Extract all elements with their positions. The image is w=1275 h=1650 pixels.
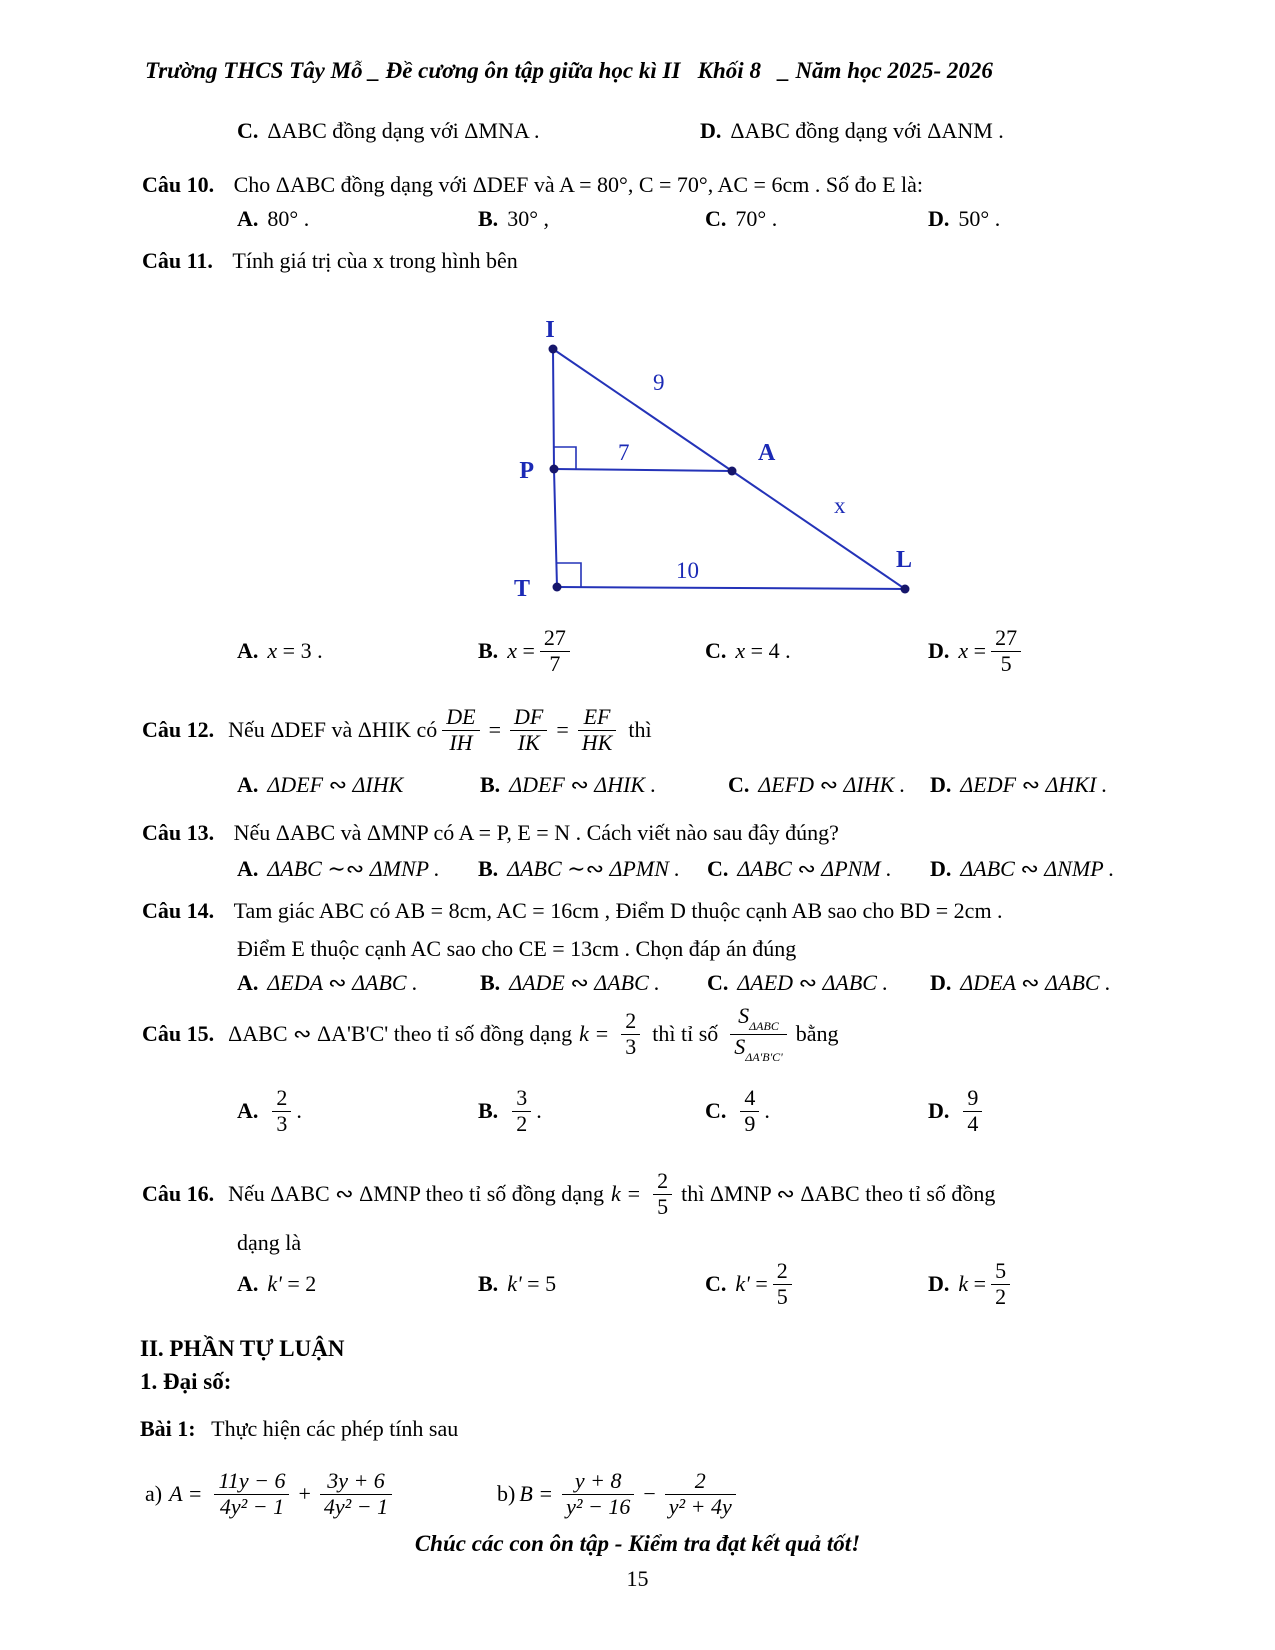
option-text: 30° , [507, 206, 549, 231]
option-text: 70° . [735, 206, 778, 231]
q9-option-d [700, 118, 1004, 144]
question-text-end: bằng [795, 1021, 839, 1046]
option-letter: B. [478, 206, 499, 231]
q10-option-c [705, 206, 777, 232]
numerator: 27 [543, 624, 566, 650]
option-letter: D. [930, 772, 952, 797]
exercise-1 [140, 1416, 458, 1442]
numerator: 3 [516, 1084, 528, 1110]
numerator: 11y − 6 [218, 1467, 286, 1493]
q12-option-b [480, 772, 656, 798]
math-lhs: B = [519, 1481, 554, 1506]
question-label: Câu 13. [142, 820, 215, 845]
fraction [320, 1469, 392, 1519]
option-period: . [296, 1098, 302, 1123]
figure-labels [514, 317, 912, 602]
option-text: 80° . [267, 206, 310, 231]
option-text: ΔDEF ∾ ΔIHK [267, 772, 404, 797]
question-label: Câu 14. [142, 898, 215, 923]
q10-option-a [237, 206, 309, 232]
math-var: x [267, 638, 278, 663]
question-text: Nếu ΔABC và ΔMNP có A = P, E = N . Cách viết nào sau đây đúng? [233, 820, 839, 845]
denominator: 2 [512, 1111, 531, 1137]
right-angle-T [557, 563, 581, 588]
page-header: Trường THCS Tây Mỗ _ Đề cương ôn tập giữa học kì II Khối 8 _ Năm học 2025- 2026 [145, 58, 993, 83]
numerator: EF [583, 703, 611, 729]
point-P [550, 465, 559, 474]
q14-option-b [480, 970, 660, 996]
option-text: ΔABC ∾ ΔPNM . [737, 856, 892, 881]
area-symbol: S [738, 1003, 750, 1029]
denominator: 4y² − 1 [320, 1494, 392, 1520]
footer-wish: Chúc các con ôn tập - Kiểm tra đạt kết quả tốt! [414, 1531, 861, 1556]
equals-sign: = [488, 717, 502, 742]
numerator: 27 [995, 624, 1018, 650]
option-text: ΔAED ∾ ΔABC . [737, 970, 888, 995]
numerator: 5 [995, 1257, 1007, 1283]
label-I: I [545, 317, 555, 343]
option-text: = 2 [281, 1271, 317, 1296]
page-number: 15 [626, 1566, 649, 1591]
option-text: = 3 . [277, 638, 323, 663]
denominator: 5 [773, 1284, 792, 1310]
option-period: . [764, 1098, 770, 1123]
option-letter: C. [705, 1098, 727, 1123]
option-letter: D. [928, 1098, 950, 1123]
section-heading: II. PHẦN TỰ LUẬN [140, 1336, 345, 1361]
plus-sign: + [298, 1481, 311, 1506]
math-k: k = [611, 1181, 642, 1206]
q14-option-d [930, 970, 1111, 996]
label-P: P [519, 458, 534, 484]
q11-option-d [928, 618, 1026, 684]
denominator: 7 [540, 651, 570, 677]
numerator: 2 [276, 1084, 288, 1110]
point-T [553, 583, 562, 592]
denominator: 2 [991, 1284, 1010, 1310]
option-text: = [968, 1271, 987, 1296]
option-letter: B. [478, 1098, 499, 1123]
exercise-1b [497, 1452, 741, 1536]
question-12 [142, 694, 659, 766]
option-text: = 5 [521, 1271, 557, 1296]
measure-TL: 10 [676, 558, 699, 583]
denominator: IK [510, 730, 547, 756]
option-text: ΔABC đồng dạng với ΔMNA . [267, 118, 540, 143]
q14-option-a [237, 970, 418, 996]
exercise-label: Bài 1: [140, 1416, 196, 1441]
denominator [730, 1034, 786, 1064]
fraction [773, 1259, 792, 1309]
numerator: DE [446, 703, 476, 729]
numerator: 9 [967, 1084, 979, 1110]
option-text: = 4 . [745, 638, 791, 663]
denominator: IH [442, 730, 479, 756]
fraction [991, 1259, 1010, 1309]
option-text: = [516, 638, 535, 663]
q15-option-d [928, 1076, 987, 1146]
fraction [740, 1086, 759, 1136]
q16-option-b [478, 1248, 556, 1320]
option-letter: B. [480, 772, 501, 797]
question-14-line2: Điểm E thuộc cạnh AC sao cho CE = 13cm . Chọn đáp án đúng [237, 936, 797, 961]
exercise-text: Thực hiện các phép tính sau [211, 1416, 459, 1441]
q12-option-a [237, 772, 403, 798]
q11-option-b [478, 618, 575, 684]
fraction [963, 1086, 982, 1136]
math-var: x [735, 638, 746, 663]
q15-option-b [478, 1076, 542, 1146]
numerator: 3y + 6 [327, 1467, 385, 1493]
option-letter: B. [478, 1271, 499, 1296]
numerator: 4 [744, 1084, 756, 1110]
q15-option-a [237, 1076, 302, 1146]
denominator: 4y² − 1 [214, 1494, 289, 1520]
question-text-mid: thì tỉ số [652, 1021, 719, 1046]
question-label: Câu 10. [142, 172, 215, 197]
option-text: ΔABC đồng dạng với ΔANM . [730, 118, 1004, 143]
area-subscript: ΔA'B'C' [745, 1049, 783, 1064]
q16-option-d [928, 1248, 1015, 1320]
option-letter: C. [237, 118, 259, 143]
numerator: y + 8 [574, 1467, 622, 1493]
fraction [512, 1086, 531, 1136]
question-16-cont: dạng là [237, 1230, 302, 1255]
option-text: ΔDEF ∾ ΔHIK . [509, 772, 657, 797]
option-letter: D. [700, 118, 722, 143]
question-16 [142, 1156, 999, 1232]
point-I [549, 345, 558, 354]
question-label: Câu 11. [142, 248, 213, 273]
point-L [901, 585, 910, 594]
denominator: 9 [740, 1111, 759, 1137]
question-text: Cho ΔABC đồng dạng với ΔDEF và A = 80°, C = 70°, AC = 6cm . Số đo E là: [233, 172, 924, 197]
measure-IA: 9 [653, 370, 665, 395]
option-letter: D. [930, 970, 952, 995]
option-letter: D. [928, 1271, 950, 1296]
numerator: 2 [776, 1257, 788, 1283]
question-label: Câu 16. [142, 1181, 215, 1206]
point-A [728, 467, 737, 476]
question-text: Nếu ΔABC ∾ ΔMNP theo tỉ số đồng dạng [228, 1181, 605, 1206]
fraction-EF-HK [578, 705, 617, 755]
math-var: x [507, 638, 517, 663]
denominator: y² − 16 [562, 1494, 634, 1520]
q11-option-a [237, 618, 323, 684]
measure-AL: x [834, 493, 846, 518]
q10-option-b [478, 206, 549, 232]
option-letter: B. [478, 856, 499, 881]
option-text: ΔABC ∾ ΔNMP . [960, 856, 1115, 881]
denominator: y² + 4y [665, 1494, 736, 1520]
area-symbol: S [734, 1033, 746, 1059]
math-k: k = [579, 1021, 610, 1046]
math-var: k' [735, 1271, 750, 1296]
segment-TL [557, 587, 905, 589]
option-letter: D. [928, 638, 950, 663]
q15-option-c [705, 1076, 770, 1146]
question-text: ΔABC ∾ ΔA'B'C' theo tỉ số đồng dạng [228, 1021, 573, 1046]
fraction [991, 626, 1021, 676]
measure-PA: 7 [618, 440, 630, 465]
item-label: a) [145, 1481, 163, 1506]
numerator: 2 [694, 1467, 706, 1493]
minus-sign: − [643, 1481, 656, 1506]
option-text: = [968, 638, 987, 663]
option-letter: C. [707, 970, 729, 995]
fraction-k [653, 1169, 672, 1219]
denominator: 3 [621, 1034, 640, 1060]
question-14 [142, 898, 1003, 924]
question-13 [142, 820, 839, 846]
option-letter: A. [237, 638, 259, 663]
question-11 [142, 248, 518, 274]
option-text: ΔDEA ∾ ΔABC . [960, 970, 1111, 995]
math-var: k [958, 1271, 969, 1296]
subsection-heading: 1. Đại số: [140, 1369, 232, 1394]
math-var: k' [267, 1271, 282, 1296]
option-letter: A. [237, 1271, 259, 1296]
fraction [214, 1469, 289, 1519]
option-letter: C. [705, 638, 727, 663]
option-letter: B. [480, 970, 501, 995]
denominator: 3 [272, 1111, 291, 1137]
question-text-end: thì [628, 717, 652, 742]
option-letter: A. [237, 1098, 259, 1123]
exercise-1a [145, 1452, 397, 1536]
numerator: 2 [657, 1167, 669, 1193]
option-text: ΔEFD ∾ ΔIHK . [758, 772, 906, 797]
fraction [665, 1469, 736, 1519]
question-text-end: thì ΔMNP ∾ ΔABC theo tỉ số đồng [681, 1181, 996, 1206]
q16-option-c [705, 1248, 797, 1320]
q13-option-a [237, 856, 440, 882]
option-letter: C. [707, 856, 729, 881]
option-letter: A. [237, 856, 259, 881]
option-text: ΔEDF ∾ ΔHKI . [960, 772, 1108, 797]
denominator: 5 [991, 651, 1021, 677]
fraction-DF-IK [510, 705, 547, 755]
question-text: Nếu ΔDEF và ΔHIK có [228, 717, 438, 742]
fraction [562, 1469, 634, 1519]
question-15 [142, 996, 842, 1072]
numerator [730, 1004, 786, 1033]
option-letter: B. [478, 638, 499, 663]
q12-option-c [728, 772, 905, 798]
option-period: . [536, 1098, 542, 1123]
numerator: DF [514, 703, 544, 729]
option-text: 50° . [958, 206, 1001, 231]
question-label: Câu 15. [142, 1021, 215, 1046]
q12-option-d [930, 772, 1107, 798]
equals-sign: = [556, 717, 569, 742]
label-A: A [758, 440, 776, 466]
option-text: ΔABC ∼∾ ΔMNP . [267, 856, 440, 881]
math-lhs: A = [169, 1481, 203, 1506]
label-T: T [513, 576, 530, 602]
option-letter: C. [705, 206, 727, 231]
q13-option-b [478, 856, 680, 882]
fraction [272, 1086, 291, 1136]
label-L: L [895, 547, 913, 573]
q13-option-d [930, 856, 1114, 882]
option-letter: A. [237, 206, 259, 231]
fraction [540, 626, 570, 676]
question-text: Tính giá trị cùa x trong hình bên [232, 248, 518, 273]
denominator: HK [578, 730, 617, 756]
option-text: ΔABC ∼∾ ΔPMN . [507, 856, 680, 881]
question-label: Câu 12. [142, 717, 215, 742]
question-text: Tam giác ABC có AB = 8cm, AC = 16cm , Điểm D thuộc cạnh AB sao cho BD = 2cm . [233, 898, 1003, 923]
segment-PA [554, 469, 732, 471]
fraction-k [621, 1009, 640, 1059]
option-letter: A. [237, 772, 259, 797]
q10-option-d [928, 206, 1000, 232]
triangle-figure [468, 295, 928, 605]
q13-option-c [707, 856, 892, 882]
q16-option-a [237, 1248, 316, 1320]
option-text: ΔADE ∾ ΔABC . [509, 970, 660, 995]
denominator: 5 [653, 1194, 672, 1220]
option-letter: A. [237, 970, 259, 995]
denominator: 4 [963, 1111, 982, 1137]
option-text: ΔEDA ∾ ΔABC . [267, 970, 418, 995]
question-10 [142, 172, 923, 198]
math-var: x [958, 638, 969, 663]
item-label: b) [497, 1481, 516, 1506]
numerator: 2 [625, 1007, 637, 1033]
fraction-areas [730, 1004, 786, 1064]
option-letter: C. [728, 772, 750, 797]
area-subscript: ΔABC [749, 1019, 779, 1034]
option-text: = [749, 1271, 768, 1296]
fraction-DE-IH [442, 705, 479, 755]
option-letter: C. [705, 1271, 727, 1296]
q14-option-c [707, 970, 888, 996]
math-var: k' [507, 1271, 522, 1296]
option-letter: D. [928, 206, 950, 231]
q11-option-c [705, 618, 791, 684]
q9-option-c [237, 118, 540, 144]
option-letter: D. [930, 856, 952, 881]
